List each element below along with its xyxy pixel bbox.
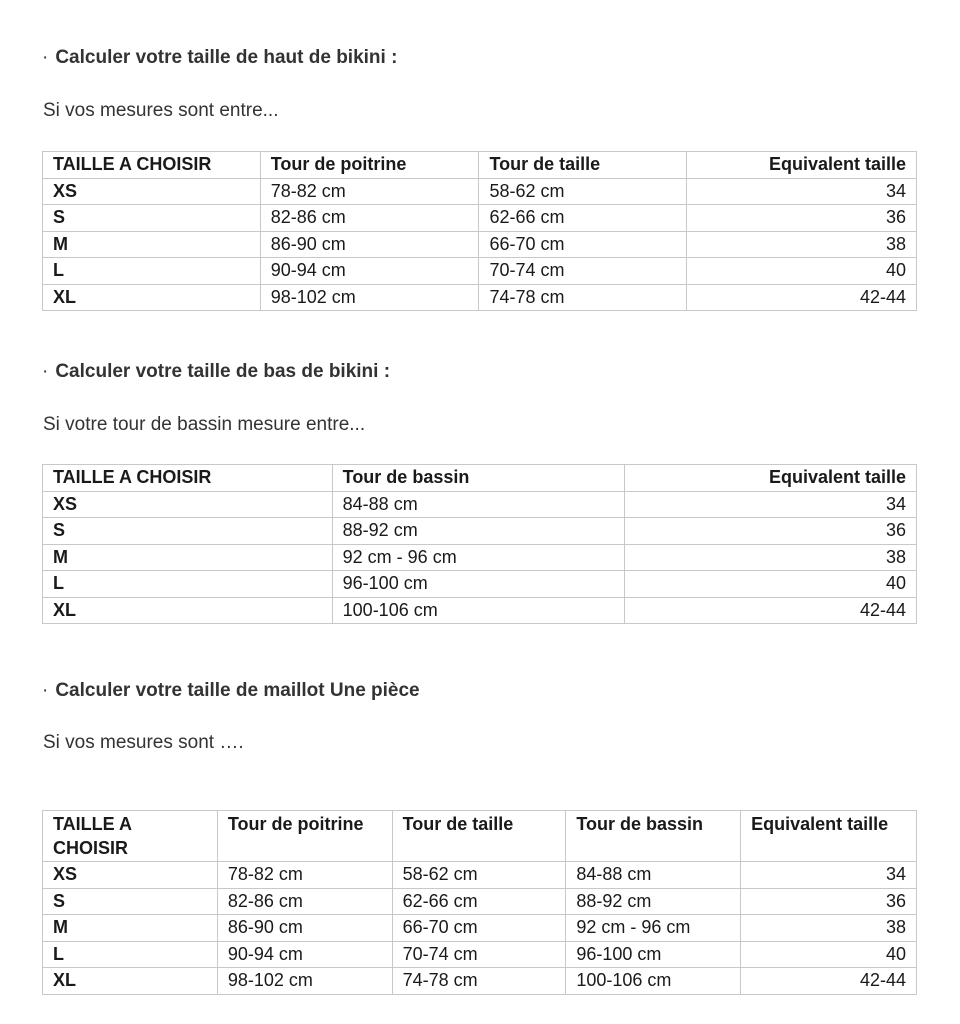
equivalent-cell: 38 [741, 915, 917, 942]
table-cell: 88-92 cm [332, 518, 625, 545]
column-header: TAILLE A CHOISIR [43, 811, 218, 862]
section-title-haut-bikini [42, 47, 397, 69]
table-row [43, 178, 917, 205]
section-title-bas-bikini [42, 361, 390, 383]
table-cell: 82-86 cm [260, 205, 479, 232]
table-row [43, 597, 917, 624]
section-title-text: Calculer votre taille de maillot Une pièce [55, 680, 420, 701]
equivalent-cell: 34 [741, 862, 917, 889]
size-cell: XL [43, 597, 333, 624]
column-header: Tour de taille [479, 152, 687, 179]
table-cell: 92 cm - 96 cm [566, 915, 741, 942]
equivalent-cell: 42-44 [741, 968, 917, 995]
section-title-une-piece [42, 680, 420, 702]
table-row [43, 941, 917, 968]
column-header: TAILLE A CHOISIR [43, 152, 261, 179]
size-cell: XL [43, 968, 218, 995]
equivalent-cell: 36 [687, 205, 917, 232]
equivalent-cell: 38 [625, 544, 917, 571]
size-cell: XS [43, 862, 218, 889]
section-title-text: Calculer votre taille de bas de bikini : [55, 361, 391, 382]
size-cell: XS [43, 178, 261, 205]
table-cell: 90-94 cm [217, 941, 392, 968]
table-cell: 92 cm - 96 cm [332, 544, 625, 571]
equivalent-cell: 36 [741, 888, 917, 915]
table-row [43, 544, 917, 571]
section-intro: Si vos mesures sont entre... [43, 100, 279, 121]
section-intro: Si vos mesures sont …. [43, 732, 244, 753]
table-cell: 98-102 cm [260, 284, 479, 311]
size-cell: M [43, 544, 333, 571]
table-cell: 90-94 cm [260, 258, 479, 285]
table-cell: 100-106 cm [332, 597, 625, 624]
table-header-row [43, 152, 917, 179]
table-cell: 66-70 cm [479, 231, 687, 258]
table-cell: 86-90 cm [260, 231, 479, 258]
table-cell: 96-100 cm [332, 571, 625, 598]
column-header: TAILLE A CHOISIR [43, 465, 333, 492]
equivalent-cell: 34 [687, 178, 917, 205]
column-header: Tour de bassin [566, 811, 741, 862]
table-cell: 74-78 cm [479, 284, 687, 311]
table-cell: 58-62 cm [479, 178, 687, 205]
table-cell: 98-102 cm [217, 968, 392, 995]
section-intro: Si votre tour de bassin mesure entre... [43, 414, 366, 435]
size-table-haut-bikini [42, 151, 917, 311]
column-header: Equivalent taille [741, 811, 917, 862]
table-cell: 62-66 cm [479, 205, 687, 232]
table-header-row [43, 465, 917, 492]
size-table-bas-bikini [42, 464, 917, 624]
equivalent-cell: 42-44 [687, 284, 917, 311]
table-cell: 84-88 cm [566, 862, 741, 889]
size-cell: S [43, 888, 218, 915]
table-cell: 66-70 cm [392, 915, 566, 942]
size-cell: S [43, 205, 261, 232]
table-cell: 100-106 cm [566, 968, 741, 995]
table-row [43, 862, 917, 889]
table-cell: 78-82 cm [217, 862, 392, 889]
equivalent-cell: 42-44 [625, 597, 917, 624]
table-cell: 88-92 cm [566, 888, 741, 915]
table-header-row [43, 811, 917, 862]
size-table-une-piece [42, 810, 917, 995]
equivalent-cell: 36 [625, 518, 917, 545]
table-row [43, 284, 917, 311]
size-cell: L [43, 941, 218, 968]
table-row [43, 915, 917, 942]
table-cell: 86-90 cm [217, 915, 392, 942]
column-header: Tour de taille [392, 811, 566, 862]
size-cell: XL [43, 284, 261, 311]
size-cell: L [43, 571, 333, 598]
table-row [43, 888, 917, 915]
column-header: Equivalent taille [625, 465, 917, 492]
bullet: · [42, 47, 49, 68]
column-header: Tour de poitrine [260, 152, 479, 179]
table-cell: 74-78 cm [392, 968, 566, 995]
bullet: · [42, 680, 49, 701]
table-row [43, 571, 917, 598]
table-cell: 82-86 cm [217, 888, 392, 915]
equivalent-cell: 38 [687, 231, 917, 258]
table-row [43, 231, 917, 258]
column-header: Tour de bassin [332, 465, 625, 492]
size-cell: L [43, 258, 261, 285]
table-cell: 58-62 cm [392, 862, 566, 889]
equivalent-cell: 40 [687, 258, 917, 285]
table-row [43, 968, 917, 995]
table-cell: 96-100 cm [566, 941, 741, 968]
size-cell: M [43, 231, 261, 258]
table-cell: 84-88 cm [332, 491, 625, 518]
table-cell: 70-74 cm [392, 941, 566, 968]
table-row [43, 258, 917, 285]
equivalent-cell: 40 [625, 571, 917, 598]
table-cell: 70-74 cm [479, 258, 687, 285]
section-title-text: Calculer votre taille de haut de bikini : [55, 47, 398, 68]
equivalent-cell: 40 [741, 941, 917, 968]
size-cell: M [43, 915, 218, 942]
column-header: Tour de poitrine [217, 811, 392, 862]
table-row [43, 491, 917, 518]
table-row [43, 518, 917, 545]
size-cell: XS [43, 491, 333, 518]
size-cell: S [43, 518, 333, 545]
column-header: Equivalent taille [687, 152, 917, 179]
equivalent-cell: 34 [625, 491, 917, 518]
table-row [43, 205, 917, 232]
table-cell: 78-82 cm [260, 178, 479, 205]
bullet: · [42, 361, 49, 382]
table-cell: 62-66 cm [392, 888, 566, 915]
